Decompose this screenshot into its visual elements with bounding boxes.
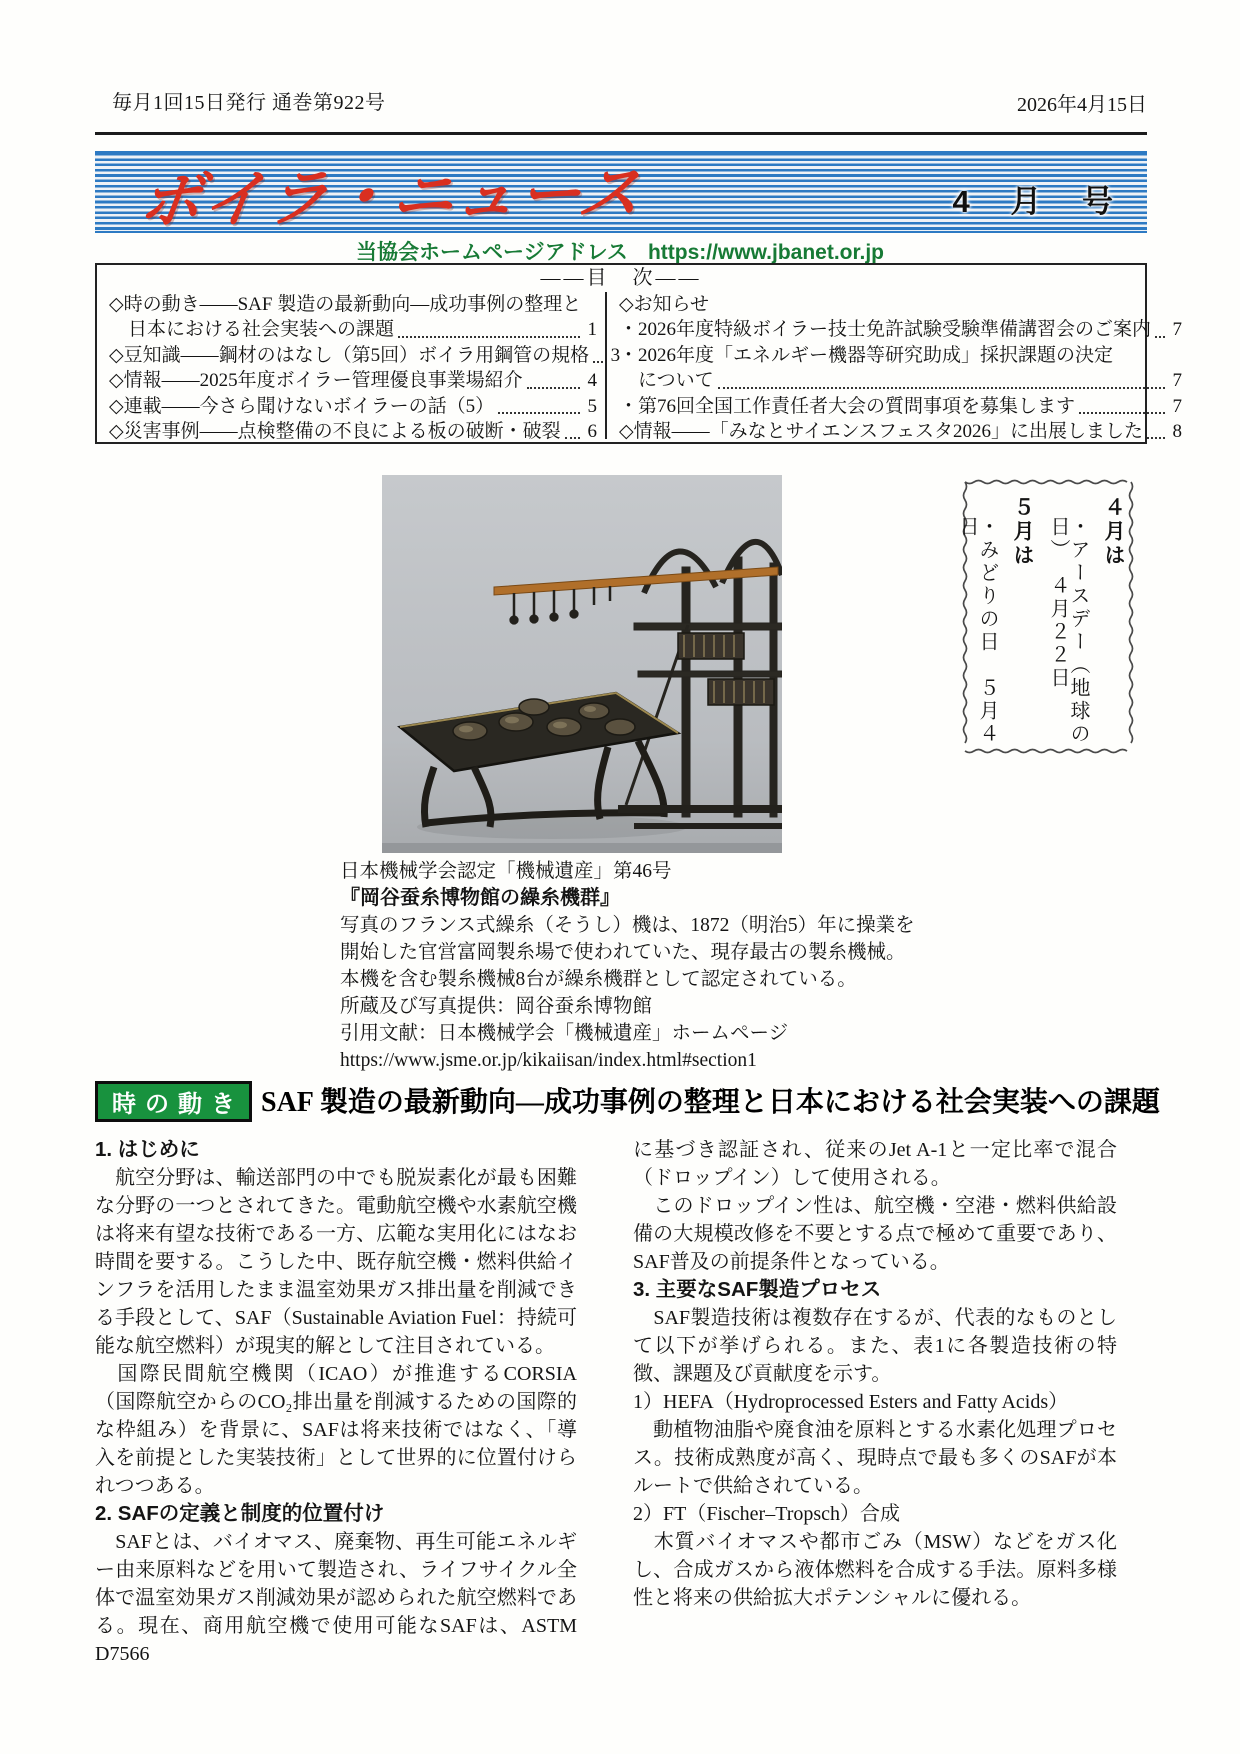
article-paragraph: 木質バイオマスや都市ごみ（MSW）などをガス化し、合成ガスから液体燃料を合成する手法。原料多様性と将来の供給拡大ポテンシャルに優れる。	[633, 1531, 1117, 1609]
dot-leader	[527, 387, 580, 389]
article-heading: 1. はじめに	[95, 1138, 200, 1161]
dot-leader	[718, 387, 1165, 389]
article-heading: 3. 主要なSAF製造プロセス	[633, 1278, 882, 1301]
dot-leader	[565, 437, 580, 439]
toc-right-column	[605, 292, 1194, 443]
masthead-rule	[95, 132, 1147, 135]
issue-month-label: 4 月 号	[952, 184, 1129, 219]
dot-leader	[1155, 336, 1165, 338]
toc-entry: ◇お知らせ	[619, 294, 710, 315]
newsletter-logo: ボイラ・ニュース	[134, 158, 647, 237]
article-title: SAF 製造の最新動向―成功事例の整理と日本における社会実装への課題	[261, 1087, 1160, 1118]
article-paragraph: SAFとは、バイオマス、廃棄物、再生可能エネルギー由来原料などを用いて製造され、ライフサイクル全体で温室効果ガス削減効果が認められた航空燃料である。現在、商用航空機で使用可能なSAFは、ASTM D7566	[95, 1531, 577, 1665]
issue-date: 2026年4月15日	[1017, 94, 1147, 116]
seasonal-days-text	[956, 486, 1125, 748]
section-label	[95, 1081, 252, 1122]
calendar-item: ・みどりの日 ５月４日	[956, 516, 998, 746]
toc-entry: ◇情報――「みなとサイエンスフェスタ2026」に出展しました 8	[619, 421, 1183, 443]
section-label-text: 時の動き	[112, 1091, 244, 1118]
caption-title: 『岡谷蚕糸博物館の繰糸機群』	[340, 887, 620, 909]
seasonal-days-box	[956, 478, 1136, 756]
toc-entry: ・第76回全国工作責任者大会の質問事項を募集します 7	[619, 395, 1183, 417]
homepage-url: https://www.jbanet.or.jp	[647, 241, 884, 264]
article-paragraph: 国際民間航空機関（ICAO）が推進するCORSIA（国際航空からのCO₂排出量を削減するための国際的な枠組み）を背景に、SAFは将来技術ではなく、「導入を前提とした実装技術」として世界的に位置付けられつつある。	[95, 1363, 577, 1497]
article-paragraph: 航空分野は、輸送部門の中でも脱炭素化が最も困難な分野の一つとされてきた。電動航空機や水素航空機は将来有望な技術である一方、広範な実用化にはなお時間を要する。こうした中、既存航空機・燃料供給インフラを活用したまま温室効果ガス排出量を削減できる手段として、SAF（Sustainable Aviation Fuel：持続可能な航空燃料）が現実的解として注目されている。	[95, 1167, 577, 1357]
toc-title: ――目 次――	[540, 267, 702, 289]
silk-reeling-machine-illustration	[382, 475, 782, 853]
caption-line: 開始した官営富岡製糸場で使われていた、現存最古の製糸機械。	[340, 942, 906, 963]
caption-line: 引用文献：日本機械学会「機械遺産」ホームページ	[340, 1023, 789, 1044]
caption-url: https://www.jsme.or.jp/kikaiisan/index.html#section1	[340, 1050, 757, 1071]
article-left-column	[95, 1136, 577, 1668]
article-list-heading: 2）FT（Fischer–Tropsch）合成	[633, 1503, 901, 1525]
toc-left-column	[97, 292, 621, 443]
toc-entry: ◇情報――2025年度ボイラー管理優良事業場紹介 4	[109, 370, 597, 392]
caption-line: 日本機械学会認定「機械遺産」第46号	[340, 861, 672, 882]
article-heading: 2. SAFの定義と制度的位置付け	[95, 1502, 385, 1525]
homepage-label: 当協会ホームページアドレス	[355, 241, 628, 264]
calendar-item: ・アースデー（地球の日） ４月２２日	[1047, 516, 1089, 746]
dot-leader	[593, 361, 603, 363]
homepage-line	[0, 236, 1240, 266]
toc-entry: ◇災害事例――点検整備の不良による板の破断・破裂 6	[109, 421, 597, 443]
toc-entry: ◇時の動き――SAF 製造の最新動向―成功事例の整理と	[109, 294, 582, 315]
article-list-heading: 1）HEFA（Hydroprocessed Esters and Fatty Acids）	[633, 1391, 1069, 1413]
toc-entry: ◇豆知識――鋼材のはなし（第5回）ボイラ用鋼管の規格 3	[109, 344, 621, 366]
toc-columns	[97, 292, 1183, 443]
toc-entry: について 7	[619, 370, 1183, 392]
photo-caption	[340, 858, 915, 1074]
issue-info: 毎月1回15日発行 通巻第922号	[112, 92, 386, 114]
article-paragraph: に基づき認証され、従来のJet A-1と一定比率で混合（ドロップイン）して使用される。	[633, 1139, 1117, 1189]
toc-entry: ・2026年度「エネルギー機器等研究助成」採択課題の決定	[619, 344, 1114, 366]
dot-leader	[1147, 437, 1165, 439]
caption-line: 本機を含む製糸機械8台が繰糸機群として認定されている。	[340, 969, 857, 990]
calendar-month: ５月は	[1011, 496, 1034, 568]
machine-photo	[382, 475, 782, 853]
article-paragraph: SAF製造技術は複数存在するが、代表的なものとして以下が挙げられる。また、表1に各製造技術の特徴、課題及び貢献度を示す。	[633, 1307, 1117, 1385]
dot-leader	[398, 336, 580, 338]
article-paragraph: 動植物油脂や廃食油を原料とする水素化処理プロセス。技術成熟度が高く、現時点で最も多くのSAFが本ルートで供給されている。	[633, 1419, 1117, 1497]
table-of-contents	[95, 263, 1183, 444]
caption-line: 所蔵及び写真提供：岡谷蚕糸博物館	[340, 996, 653, 1017]
dot-leader	[498, 412, 580, 414]
article-right-column	[633, 1136, 1117, 1612]
dot-leader	[1079, 412, 1165, 414]
calendar-month: ４月は	[1102, 496, 1125, 568]
newsletter-banner	[95, 151, 1147, 237]
toc-entry: ◇連載――今さら聞けないボイラーの話（5） 5	[109, 395, 597, 417]
toc-entry: ・2026年度特級ボイラー技士免許試験受験準備講習会のご案内 7	[619, 319, 1183, 341]
article-paragraph: このドロップイン性は、航空機・空港・燃料供給設備の大規模改修を不要とする点で極めて重要であり、SAF普及の前提条件となっている。	[633, 1195, 1117, 1273]
toc-entry: 日本における社会実装への課題 1	[109, 319, 597, 341]
caption-line: 写真のフランス式繰糸（そうし）機は、1872（明治5）年に操業を	[340, 915, 915, 936]
